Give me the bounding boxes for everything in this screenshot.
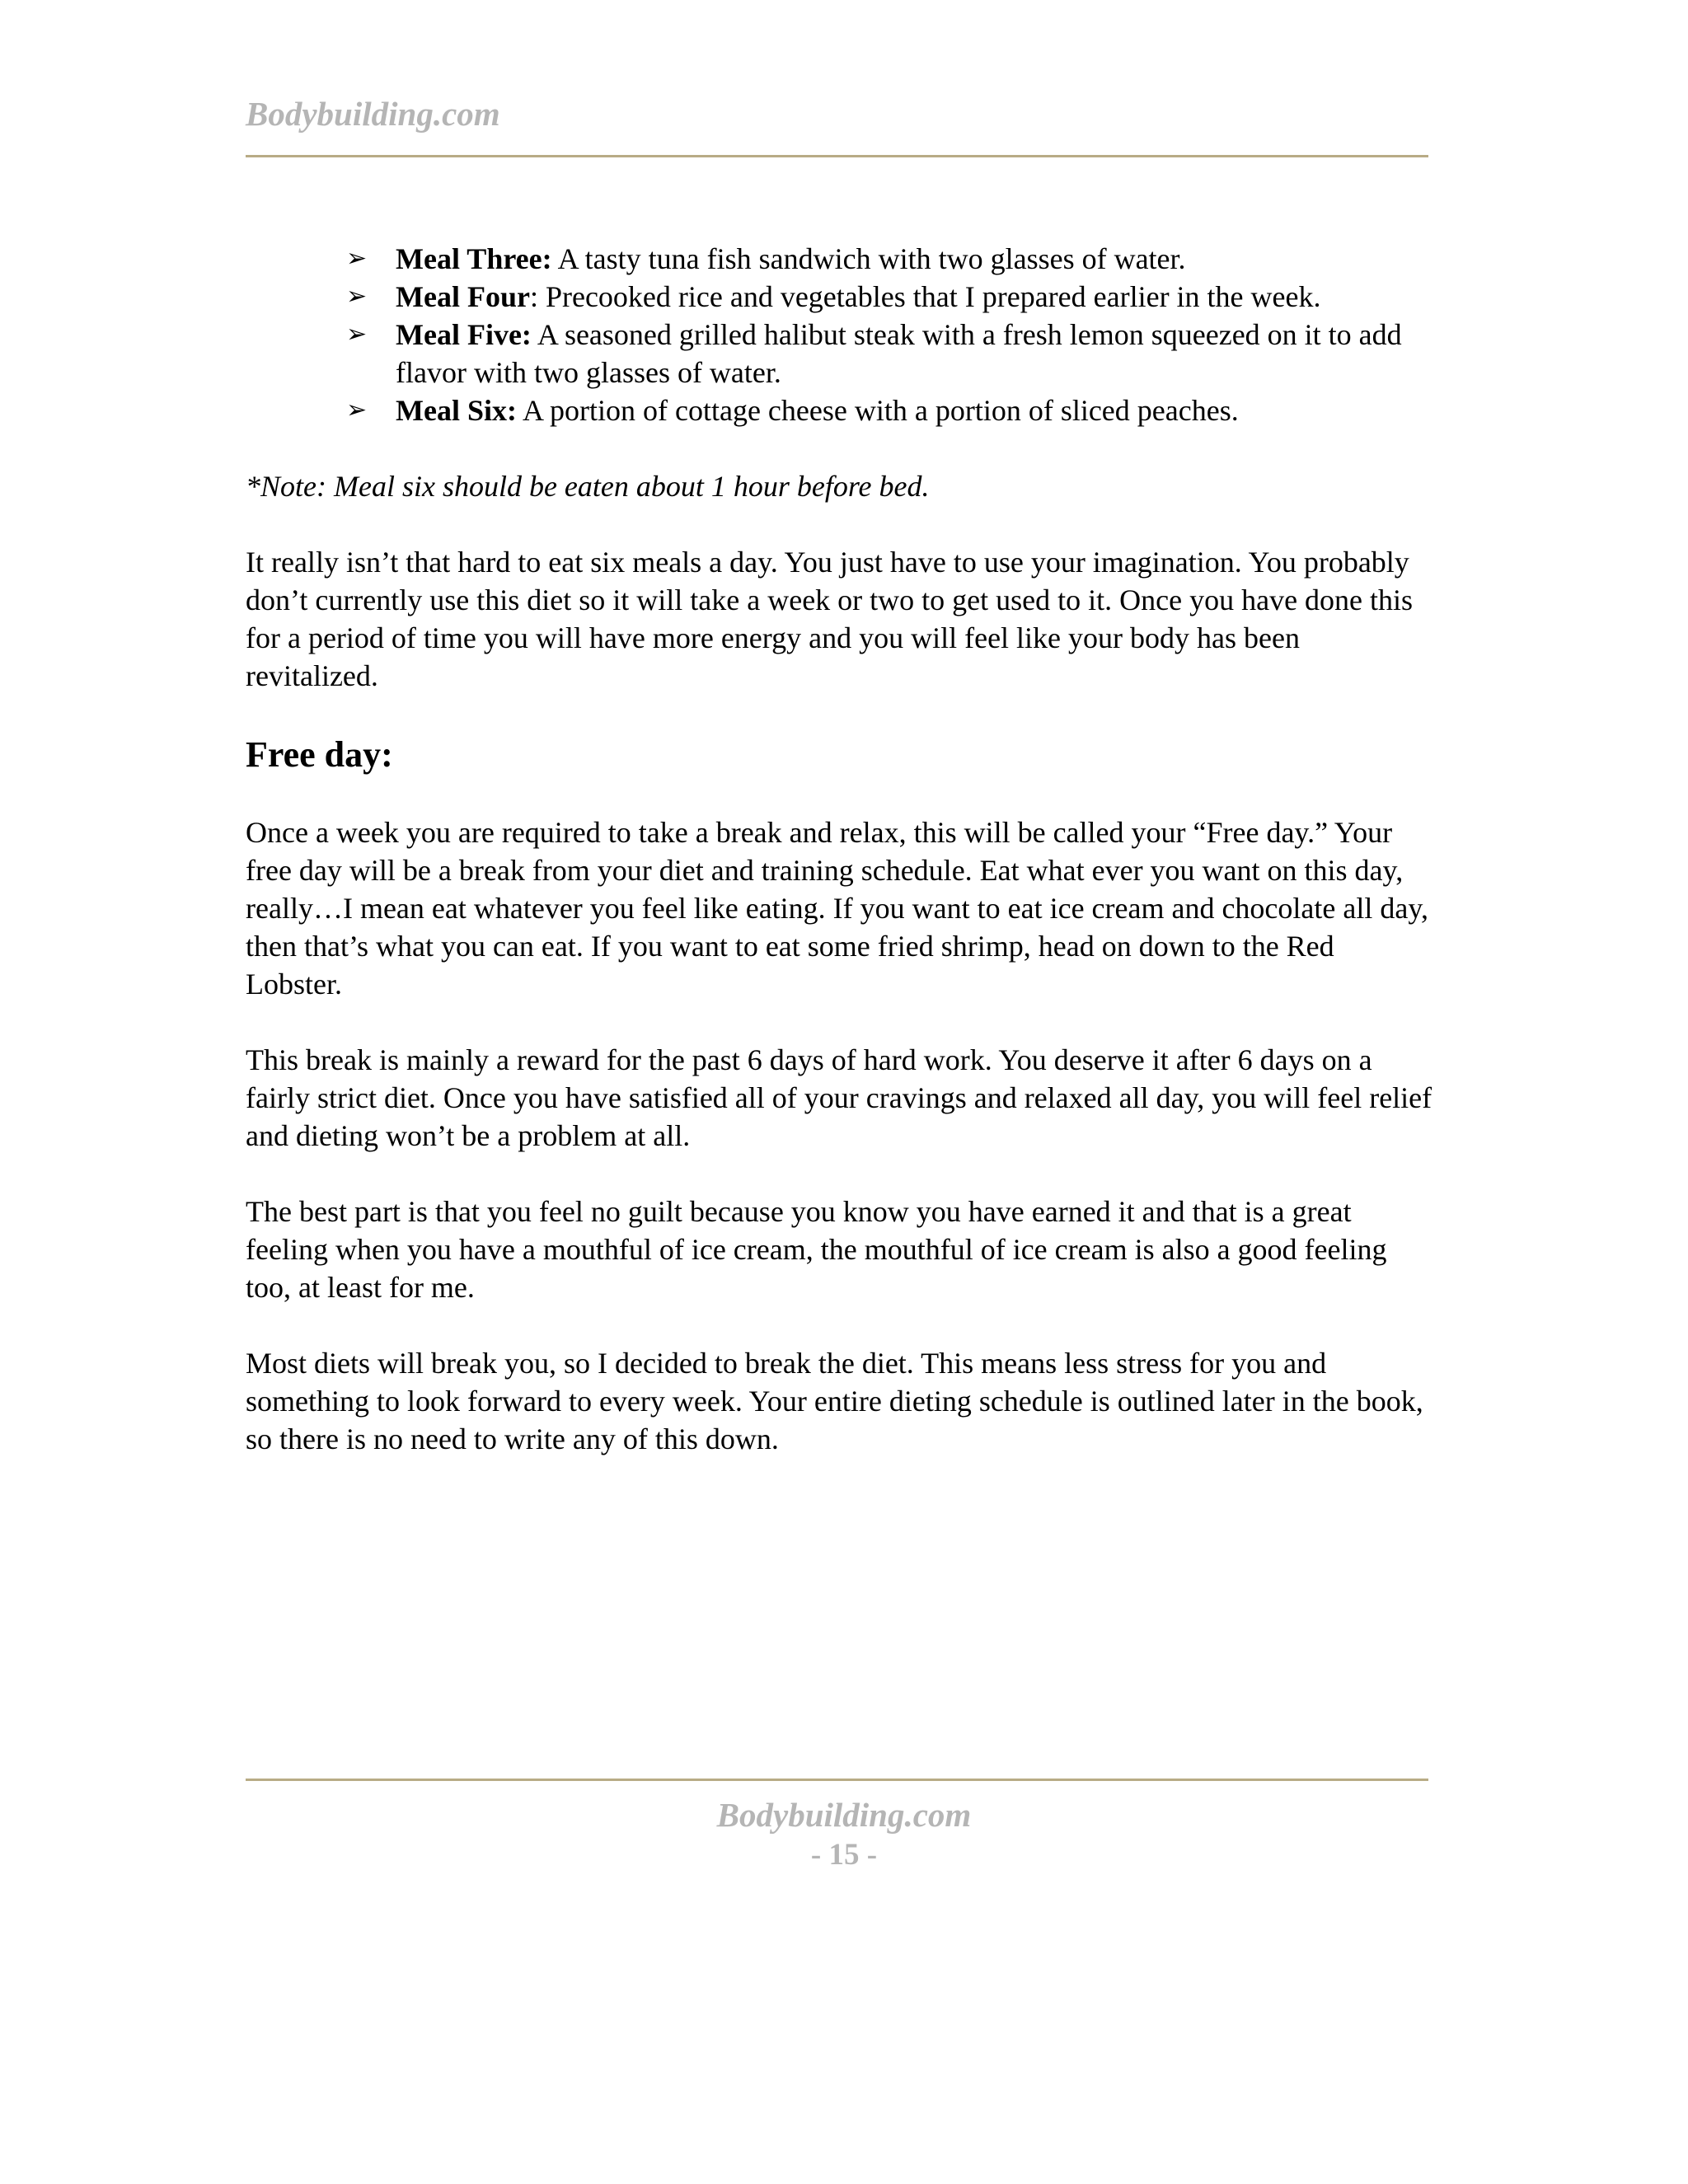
arrowhead-bullet-icon: ➢ [346, 282, 368, 311]
arrowhead-bullet-icon: ➢ [346, 244, 368, 273]
section-heading: Free day: [246, 734, 393, 775]
meal-text: A portion of cottage cheese with a portion of sliced peaches. [516, 394, 1239, 427]
body-paragraph: The best part is that you feel no guilt because you know you have earned it and that is a great feeling when you have a mouthful of ice cream, the mouthful of ice cream is also a good feeling too, at least for me. [246, 1195, 1387, 1304]
footer-title: Bodybuilding.com [716, 1796, 972, 1834]
list-item [246, 240, 1432, 278]
body-paragraph: Once a week you are required to take a break and relax, this will be called your “Free day.” Your free day will be a break from your diet and training schedule. Eat what ever you want on this day, really…I mean eat whatever you feel like eating. If you want to eat ice cream and chocolate all day, then that’s what you can eat. If you want to eat some fried shrimp, head on down to the Red Lobster. [246, 816, 1428, 1001]
header-title: Bodybuilding.com [246, 95, 500, 133]
header-rule [246, 155, 1428, 157]
meal-text: : Precooked rice and vegetables that I prepared earlier in the week. [529, 280, 1321, 313]
list-item [246, 278, 1432, 316]
list-item [246, 316, 1432, 391]
meal-label: Meal Three: [396, 242, 552, 275]
arrowhead-bullet-icon: ➢ [346, 396, 368, 424]
footer-rule [246, 1779, 1428, 1781]
arrowhead-bullet-icon: ➢ [346, 320, 368, 349]
list-item [246, 391, 1432, 429]
meal-text: A seasoned grilled halibut steak with a fresh lemon squeezed on it to add flavor with two glasses of water. [396, 318, 1402, 389]
meal-list [246, 240, 1432, 429]
body-paragraph: It really isn’t that hard to eat six meals a day. You just have to use your imagination. You probably don’t currently use this diet so it will take a week or two to get used to it. Once you have done this for a period of time you will have more energy and you will feel like your body has been revitalized. [246, 546, 1414, 692]
note-text: *Note: Meal six should be eaten about 1 hour before bed. [246, 470, 930, 503]
meal-label: Meal Five: [396, 318, 532, 351]
meal-text: A tasty tuna fish sandwich with two glasses of water. [551, 242, 1186, 275]
page-number: - 15 - [810, 1838, 878, 1872]
meal-label: Meal Four [396, 280, 530, 313]
body-paragraph: Most diets will break you, so I decided to break the diet. This means less stress for you and something to look forward to every week. Your entire dieting schedule is outlined later in the book, so there is no need to write any of this down. [246, 1347, 1423, 1455]
body-paragraph: This break is mainly a reward for the past 6 days of hard work. You deserve it after 6 days on a fairly strict diet. Once you have satisfied all of your cravings and relaxed all day, you will feel relief and dieting won’t be a problem at all. [246, 1043, 1432, 1152]
page-content [246, 240, 1432, 1458]
meal-label: Meal Six: [396, 394, 517, 427]
